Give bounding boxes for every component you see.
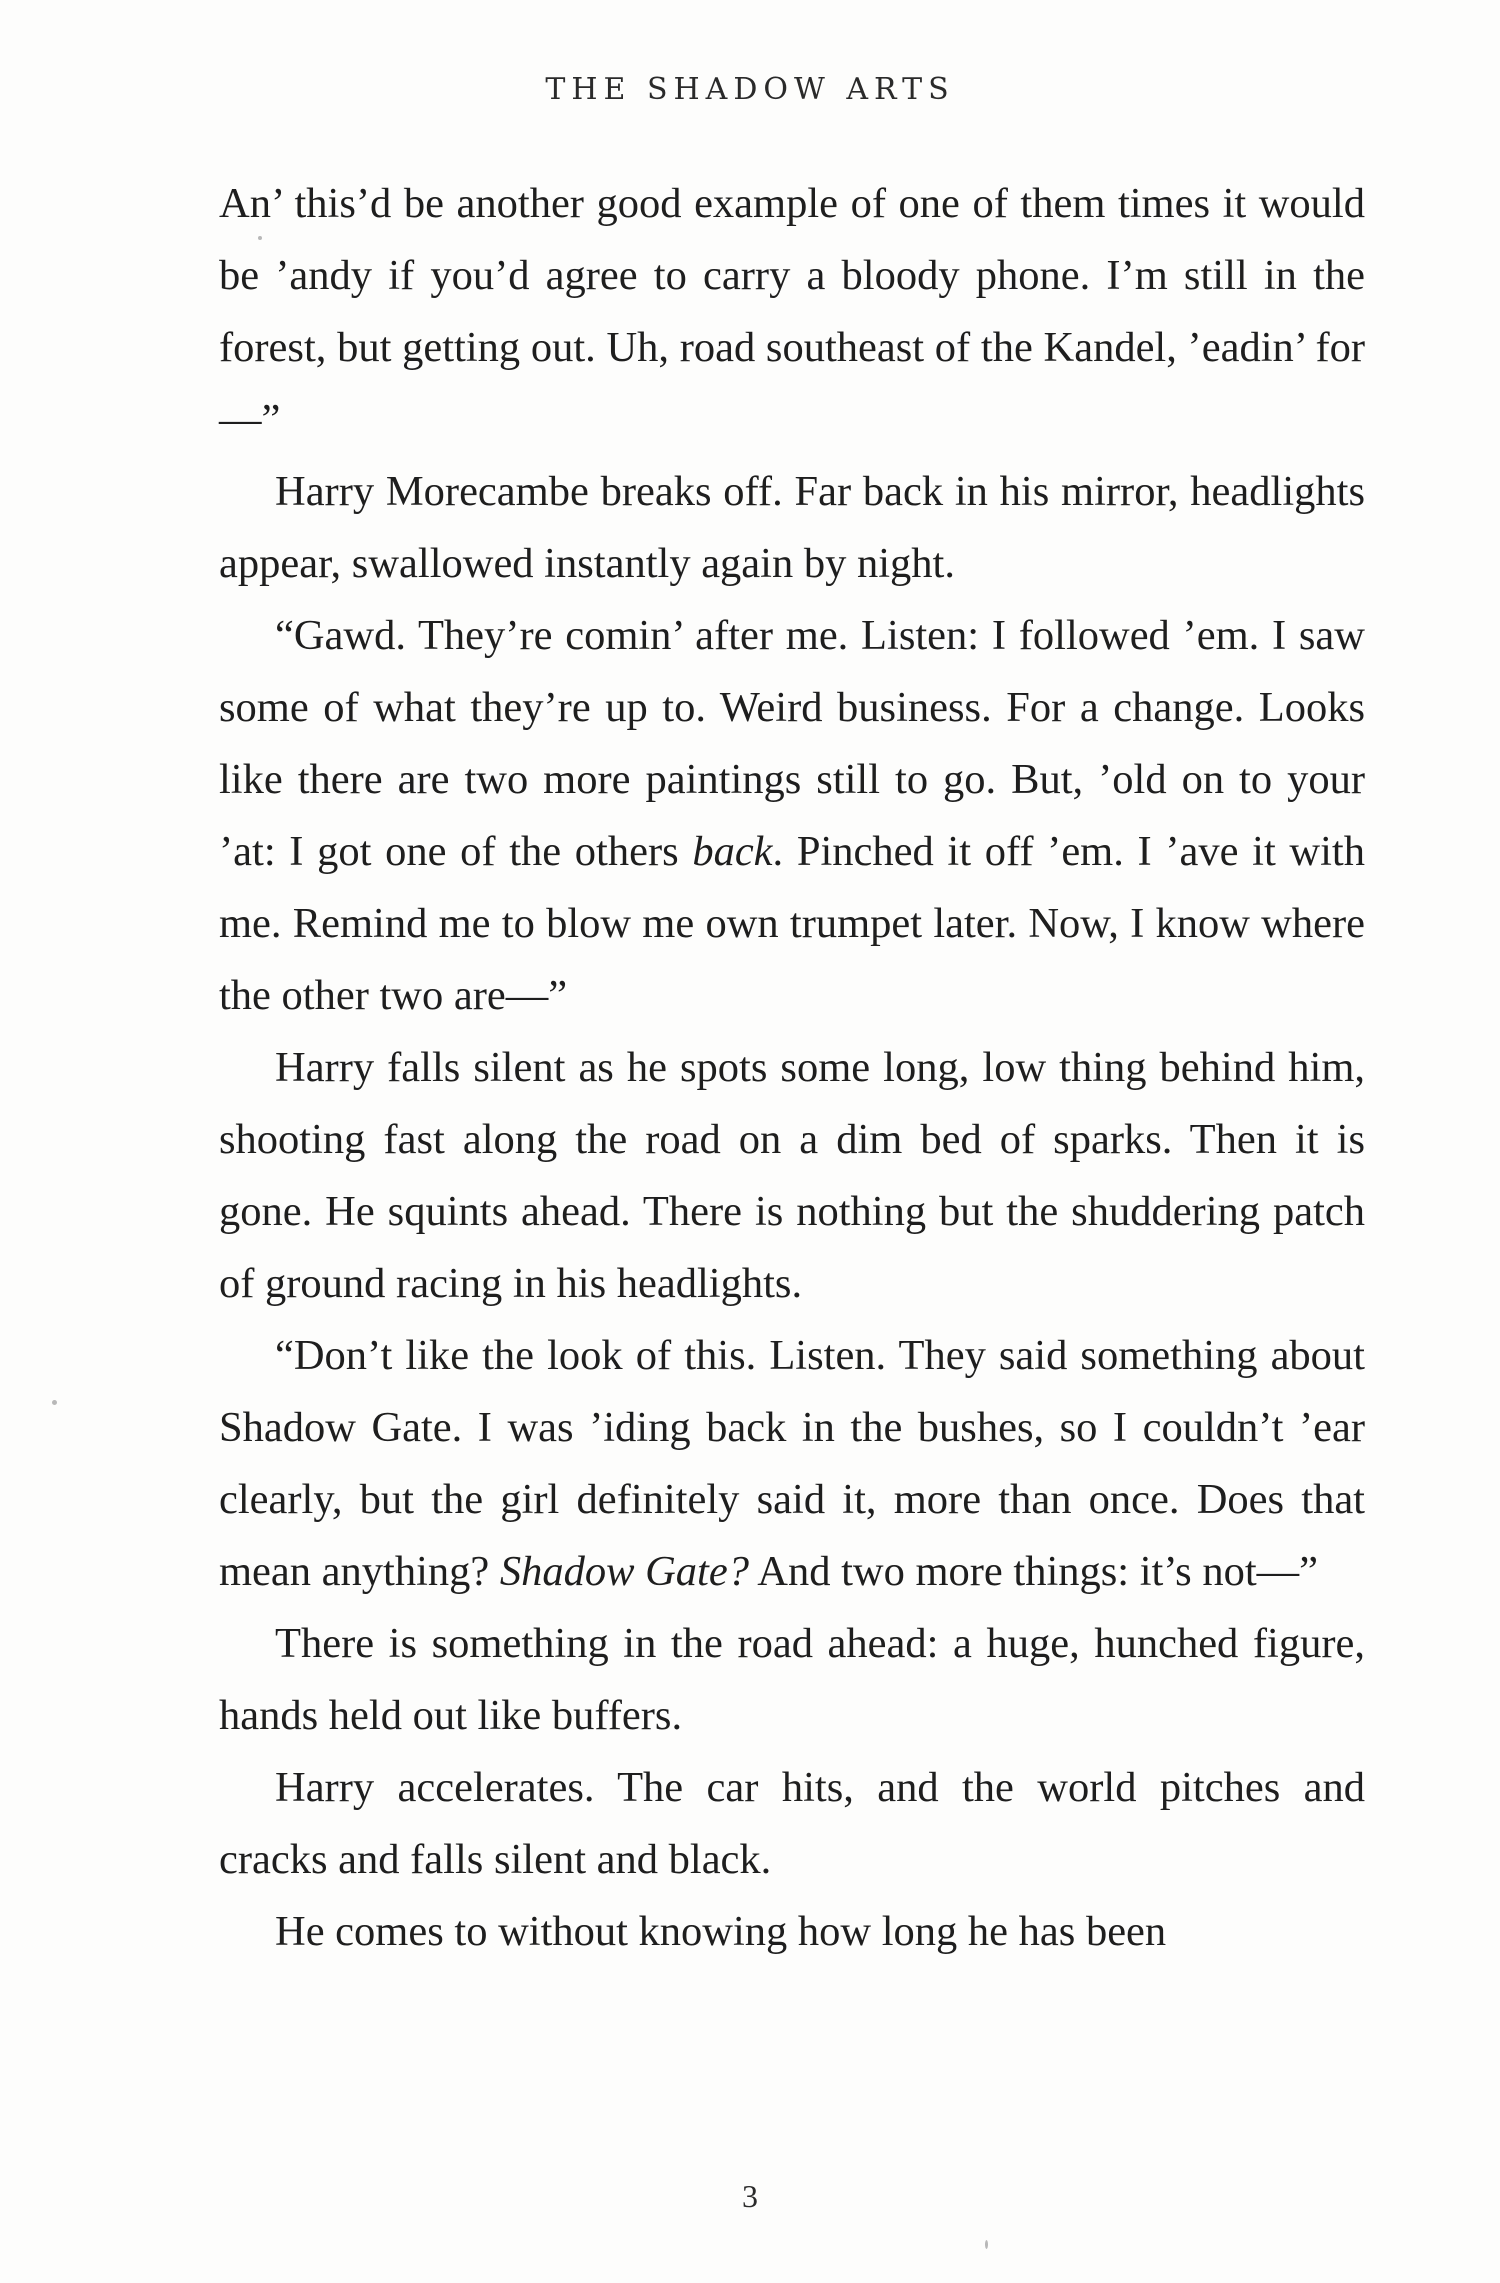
body-text bbox=[219, 168, 1365, 1968]
paragraph-2: Harry Morecambe breaks off. Far back in his mirror, headlights appear, swallowed instantly again by night. bbox=[219, 468, 1365, 587]
paragraph-5-text-b: And two more things: it’s not—” bbox=[748, 1548, 1319, 1595]
paragraph-1: An’ this’d be another good example of one of them times it would be ’andy if you’d agree to carry a bloody phone. I’m still in the forest, but getting out. Uh, road southeast of the Kandel, ’eadin’ for—” bbox=[219, 180, 1365, 443]
paragraph-3-text-b: . Pinched it off ’em. I ’ave it with me. Remind me to blow me own trumpet later. Now, I know where the other two are—” bbox=[219, 828, 1365, 1019]
paragraph-4: Harry falls silent as he spots some long, low thing behind him, shooting fast along the road on a dim bed of sparks. Then it is gone. He squints ahead. There is nothing but the shuddering patch of ground racing in his headlights. bbox=[219, 1044, 1365, 1307]
paragraph-6: There is something in the road ahead: a huge, hunched figure, hands held out like buffers. bbox=[219, 1620, 1365, 1739]
paragraph-3-emphasis: back bbox=[692, 828, 773, 875]
paragraph-5-emphasis: Shadow Gate? bbox=[499, 1548, 749, 1595]
scan-speck bbox=[258, 236, 262, 240]
paragraph-3 bbox=[219, 600, 1365, 1032]
paragraph-7: Harry accelerates. The car hits, and the world pitches and cracks and falls silent and black. bbox=[219, 1764, 1365, 1883]
scan-speck bbox=[52, 1400, 57, 1405]
paragraph-8: He comes to without knowing how long he has been bbox=[275, 1908, 1167, 1955]
page-number: 3 bbox=[742, 2178, 758, 2214]
paragraph-5 bbox=[219, 1320, 1365, 1608]
paragraph-3-text-a: “Gawd. They’re comin’ after me. Listen: I followed ’em. I saw some of what they’re up to. Weird business. For a change. Looks like there are two more paintings still to go. But, ’old on to your ’at: I got one of the others bbox=[219, 612, 1365, 875]
paragraph-5-text-a: “Don’t like the look of this. Listen. They said something about Shadow Gate. I was ’iding back in the bushes, so I couldn’t ’ear clearly, but the girl definitely said it, more than once. Does that mean anything? bbox=[219, 1332, 1365, 1595]
running-head: THE SHADOW ARTS bbox=[545, 72, 955, 107]
scan-speck bbox=[985, 2240, 988, 2249]
